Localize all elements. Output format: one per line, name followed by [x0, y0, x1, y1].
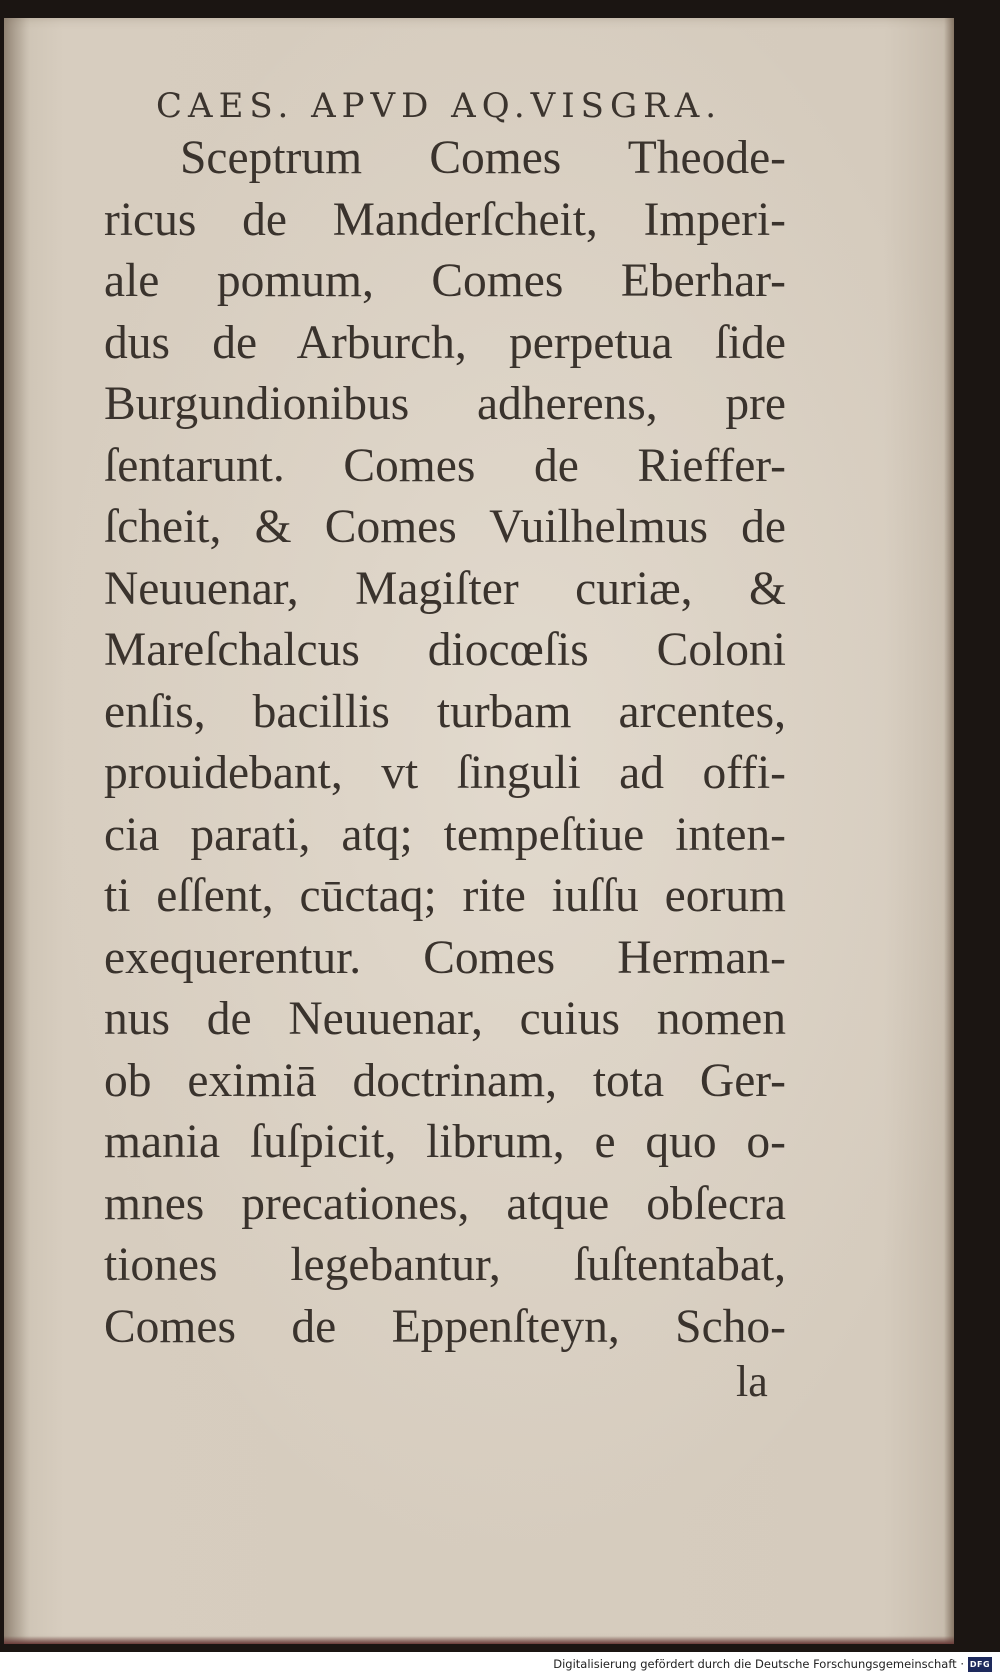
- text-line: ti eſſent, cūctaq; rite iuſſu eorum: [104, 870, 786, 922]
- text-line: cia parati, atq; tempeſtiue inten-: [104, 808, 786, 861]
- text-line: prouidebant, vt ſinguli ad offi-: [104, 747, 786, 799]
- page-edge: [944, 18, 954, 1644]
- footer-bar: [0, 1652, 1000, 1678]
- catchword: la: [736, 1357, 768, 1406]
- text-line: mania ſuſpicit, librum, e quo o-: [104, 1116, 786, 1168]
- text-line: enſis, bacillis turbam arcentes,: [104, 685, 786, 738]
- funding-credit: Digitalisierung gefördert durch die Deutsche Forschungsgemeinschaft ·: [553, 1657, 964, 1671]
- text-line: ricus de Manderſcheit, Imperi-: [104, 193, 786, 246]
- text-line: mnes precationes, atque obſecra: [104, 1177, 786, 1230]
- text-line: ob eximiā doctrinam, tota Ger-: [104, 1054, 786, 1107]
- text-line: Neuuenar, Magiſter curiæ, &: [104, 562, 786, 615]
- dfg-logo: DFG: [968, 1657, 992, 1672]
- text-line: Burgundionibus adherens, pre: [104, 378, 786, 430]
- text-line: dus de Arburch, perpetua ſide: [104, 316, 786, 369]
- text-line: ſcheit, & Comes Vuilhelmus de: [104, 501, 786, 553]
- text-line: Comes de Eppenſteyn, Scho-: [104, 1300, 786, 1353]
- running-head: CAES. APVD AQ.VISGRA.: [156, 86, 723, 126]
- text-line: ſentarunt. Comes de Rieffer-: [104, 439, 786, 492]
- page-body-text: [104, 128, 786, 1358]
- text-line: nus de Neuuenar, cuius nomen: [104, 993, 786, 1045]
- spine-shadow: [4, 18, 30, 1644]
- text-line: exequerentur. Comes Herman-: [104, 931, 786, 984]
- text-line: Mareſchalcus diocœſis Coloni: [104, 624, 786, 676]
- page-bottom-edge: [4, 1636, 954, 1644]
- text-line: tiones legebantur, ſuſtentabat,: [104, 1239, 786, 1291]
- text-line: ale pomum, Comes Eberhar-: [104, 255, 786, 307]
- text-line: Sceptrum Comes Theode-: [180, 132, 786, 184]
